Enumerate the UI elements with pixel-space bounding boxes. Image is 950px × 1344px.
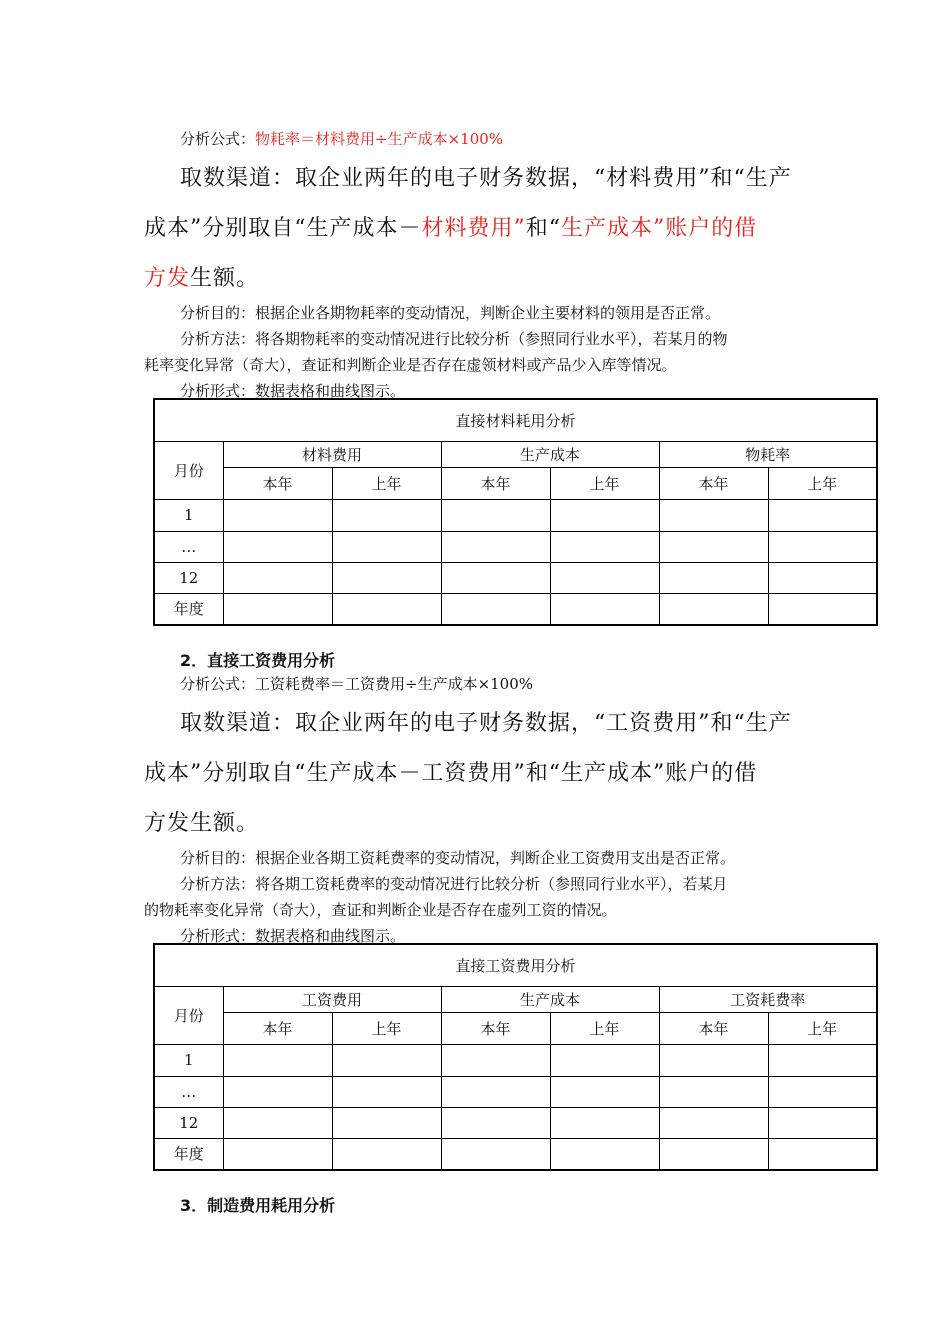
empty-cell: [332, 562, 441, 593]
empty-cell: [550, 593, 659, 625]
sub-header: 本年: [223, 1012, 332, 1044]
source-line-1: 取数渠道：取企业两年的电子财务数据，“工资费用”和“生产: [180, 711, 792, 736]
form-line: 分析形式：数据表格和曲线图示。: [180, 927, 406, 945]
table-title: 直接工资费用分析: [154, 944, 877, 986]
sub-header: 上年: [768, 467, 877, 499]
wage-analysis-table: [153, 943, 878, 1171]
sub-header: 本年: [659, 1012, 768, 1044]
sub-header: 本年: [441, 467, 550, 499]
row-label: 12: [154, 562, 223, 593]
empty-cell: [441, 1076, 550, 1107]
empty-cell: [768, 1076, 877, 1107]
empty-cell: [550, 1138, 659, 1170]
empty-cell: [441, 562, 550, 593]
formula-line-1: [180, 128, 503, 149]
source-line-2: [144, 211, 757, 242]
method-line-2: 的物耗率变化异常（奇大），查证和判断企业是否存在虚列工资的情况。: [144, 901, 617, 919]
empty-cell: [768, 1138, 877, 1170]
source-text-red: 材料费用”: [421, 216, 526, 241]
source-text: 生额。: [190, 266, 260, 291]
empty-cell: [659, 1076, 768, 1107]
method-line-1: 分析方法：将各期工资耗费率的变动情况进行比较分析（参照同行业水平），若某月: [180, 875, 728, 893]
table-row: [154, 1138, 877, 1170]
sub-header: 上年: [550, 1012, 659, 1044]
empty-cell: [441, 1044, 550, 1076]
empty-cell: [768, 562, 877, 593]
source-text: 和“: [525, 216, 561, 241]
empty-cell: [659, 499, 768, 531]
table-row: [154, 531, 877, 562]
row-label: 1: [154, 1044, 223, 1076]
empty-cell: [332, 1044, 441, 1076]
empty-cell: [768, 1044, 877, 1076]
sub-header: 上年: [332, 1012, 441, 1044]
empty-cell: [550, 562, 659, 593]
source-text: 成本”分别取自“生产成本－: [144, 216, 422, 241]
sub-header: 上年: [332, 467, 441, 499]
purpose-line: 分析目的：根据企业各期物耗率的变动情况，判断企业主要材料的领用是否正常。: [180, 304, 721, 322]
empty-cell: [223, 499, 332, 531]
sub-header: 上年: [550, 467, 659, 499]
empty-cell: [441, 593, 550, 625]
empty-cell: [332, 593, 441, 625]
method-line-1: 分析方法：将各期物耗率的变动情况进行比较分析（参照同行业水平），若某月的物: [180, 330, 728, 348]
empty-cell: [223, 1138, 332, 1170]
empty-cell: [441, 1107, 550, 1138]
empty-cell: [659, 1107, 768, 1138]
empty-cell: [332, 1076, 441, 1107]
empty-cell: [768, 1107, 877, 1138]
group-header: 生产成本: [441, 441, 659, 467]
source-line-1: 取数渠道：取企业两年的电子财务数据，“材料费用”和“生产: [180, 166, 792, 191]
row-label: 年度: [154, 1138, 223, 1170]
empty-cell: [332, 1138, 441, 1170]
empty-cell: [550, 1107, 659, 1138]
month-header: 月份: [154, 986, 223, 1044]
empty-cell: [332, 499, 441, 531]
empty-cell: [768, 499, 877, 531]
row-label: 12: [154, 1107, 223, 1138]
empty-cell: [441, 531, 550, 562]
formula-label: 分析公式：: [180, 130, 256, 148]
empty-cell: [550, 1076, 659, 1107]
empty-cell: [659, 1044, 768, 1076]
empty-cell: [332, 1107, 441, 1138]
source-line-2: 成本”分别取自“生产成本－工资费用”和“生产成本”账户的借: [144, 761, 758, 786]
group-header: 物耗率: [659, 441, 877, 467]
empty-cell: [659, 593, 768, 625]
table-row: [154, 1076, 877, 1107]
sub-header: 本年: [659, 467, 768, 499]
empty-cell: [441, 499, 550, 531]
empty-cell: [659, 531, 768, 562]
source-text-red: 方发: [144, 266, 191, 291]
source-text-red: 生产成本”账户的借: [561, 216, 758, 241]
method-line-2: 耗率变化异常（奇大），查证和判断企业是否存在虚领材料或产品少入库等情况。: [144, 356, 677, 374]
empty-cell: [223, 1044, 332, 1076]
row-label: …: [154, 1076, 223, 1107]
group-header: 生产成本: [441, 986, 659, 1012]
section-heading-3: 3．制造费用耗用分析: [180, 1196, 336, 1215]
empty-cell: [768, 531, 877, 562]
empty-cell: [223, 1076, 332, 1107]
table-title: 直接材料耗用分析: [154, 399, 877, 441]
empty-cell: [441, 1138, 550, 1170]
table-row: [154, 1044, 877, 1076]
month-header: 月份: [154, 441, 223, 499]
empty-cell: [659, 562, 768, 593]
sub-header: 本年: [223, 467, 332, 499]
group-header: 材料费用: [223, 441, 441, 467]
empty-cell: [223, 1107, 332, 1138]
empty-cell: [223, 593, 332, 625]
sub-header: 上年: [768, 1012, 877, 1044]
table-row: [154, 1107, 877, 1138]
empty-cell: [768, 593, 877, 625]
empty-cell: [550, 499, 659, 531]
group-header: 工资费用: [223, 986, 441, 1012]
group-header: 工资耗费率: [659, 986, 877, 1012]
empty-cell: [550, 531, 659, 562]
empty-cell: [659, 1138, 768, 1170]
empty-cell: [223, 562, 332, 593]
formula-text-red: 物耗率＝材料费用÷生产成本×100%: [255, 130, 504, 148]
empty-cell: [550, 1044, 659, 1076]
source-line-3: [144, 261, 259, 292]
row-label: 年度: [154, 593, 223, 625]
form-line: 分析形式：数据表格和曲线图示。: [180, 382, 406, 400]
table-row: [154, 562, 877, 593]
row-label: 1: [154, 499, 223, 531]
row-label: …: [154, 531, 223, 562]
formula-line-2: 分析公式：工资耗费率＝工资费用÷生产成本×100%: [180, 675, 534, 693]
table-row: [154, 593, 877, 625]
table-row: [154, 499, 877, 531]
empty-cell: [223, 531, 332, 562]
material-analysis-table: [153, 398, 878, 626]
empty-cell: [332, 531, 441, 562]
sub-header: 本年: [441, 1012, 550, 1044]
section-heading-2: 2．直接工资费用分析: [180, 651, 336, 670]
purpose-line: 分析目的：根据企业各期工资耗费率的变动情况，判断企业工资费用支出是否正常。: [180, 849, 736, 867]
source-line-3: 方发生额。: [144, 811, 260, 836]
